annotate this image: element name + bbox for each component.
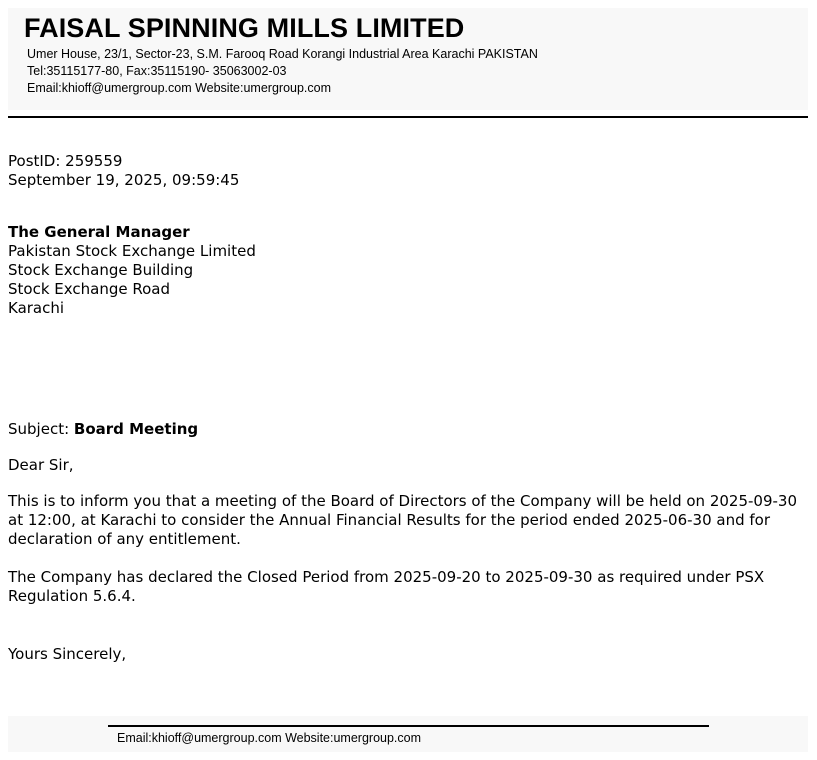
letterhead bbox=[8, 8, 808, 110]
subject-label: Subject: bbox=[8, 420, 74, 438]
subject-value: Board Meeting bbox=[73, 420, 199, 438]
body-paragraph: The Company has declared the Closed Period from 2025-09-20 to 2025-09-30 as required under PSX Regulation 5.6.4. bbox=[8, 568, 765, 605]
company-phone-fax: Tel:35115177-80, Fax:35115190- 35063002-03 bbox=[27, 64, 287, 78]
recipient-line: Karachi bbox=[8, 299, 65, 317]
body-paragraph: This is to inform you that a meeting of the Board of Directors of the Company will be held on 2025-09-30 at 12:00, at Karachi to consider the Annual Financial Results for the period ended 2025-06-30 and for declaration of any entitlement. bbox=[8, 492, 797, 548]
salutation: Dear Sir, bbox=[8, 456, 74, 474]
post-id: PostID: 259559 bbox=[8, 152, 123, 170]
footer-divider bbox=[108, 725, 709, 727]
recipient-title: The General Manager bbox=[8, 223, 190, 241]
recipient-line: Pakistan Stock Exchange Limited bbox=[8, 242, 256, 260]
subject-line bbox=[8, 420, 198, 439]
footer bbox=[8, 716, 808, 752]
footer-contact: Email:khioff@umergroup.com Website:umergroup.com bbox=[117, 731, 422, 745]
company-contact: Email:khioff@umergroup.com Website:umergroup.com bbox=[27, 81, 332, 95]
header-divider bbox=[8, 116, 808, 118]
post-datetime: September 19, 2025, 09:59:45 bbox=[8, 171, 240, 189]
recipient-line: Stock Exchange Building bbox=[8, 261, 194, 279]
recipient-line: Stock Exchange Road bbox=[8, 280, 170, 298]
company-address: Umer House, 23/1, Sector-23, S.M. Farooq Road Korangi Industrial Area Karachi PAKISTAN bbox=[27, 47, 538, 61]
company-name: FAISAL SPINNING MILLS LIMITED bbox=[24, 13, 465, 43]
closing: Yours Sincerely, bbox=[8, 645, 127, 663]
